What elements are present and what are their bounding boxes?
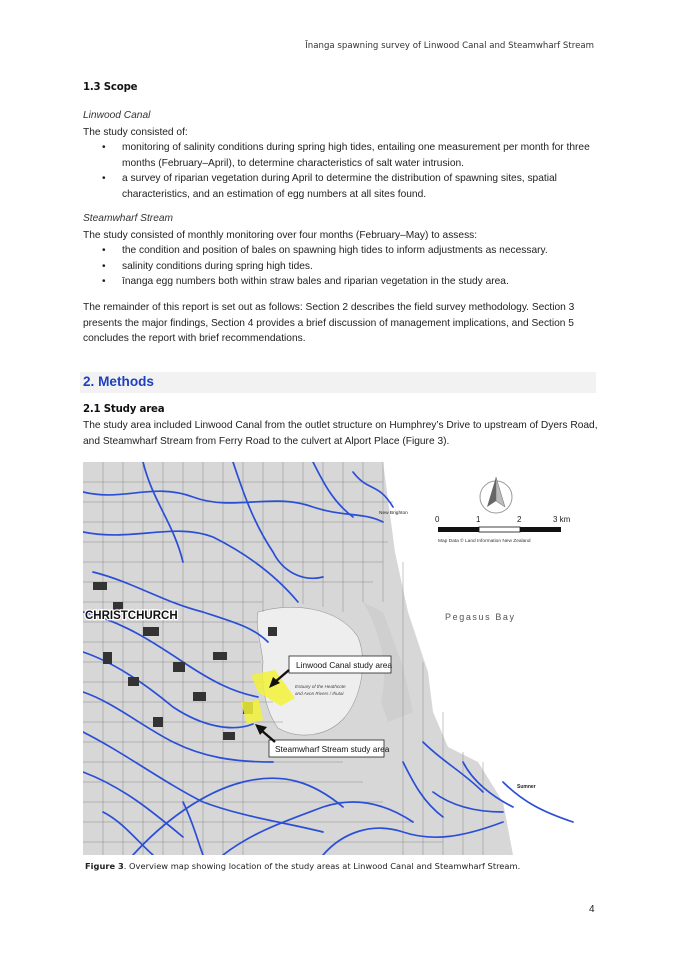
estuary-label-line1: Estuary of the Heathcote (295, 684, 346, 689)
sumner-label: Sumner (517, 784, 536, 790)
linwood-callout-text: Linwood Canal study area (296, 660, 392, 670)
list-item: • monitoring of salinity conditions during spring high tides, entailing one measurement per month for three months (February–April), to determine characteristics of salt water intrusion. (102, 142, 590, 169)
remainder-paragraph: The remainder of this report is set out as follows: Section 2 describes the field survey methodology. Section 3 presents the major findings, Section 4 provides a brief discussion of management implications, and Section 5 concludes the report with brief recommendations. (83, 302, 575, 344)
linwood-intro: The study consisted of: (83, 127, 188, 138)
steamwharf-bullet-list (83, 243, 598, 290)
scale-label-0: 0 (435, 515, 440, 524)
study-area-heading: 2.1 Study area (83, 404, 165, 415)
linwood-label: Linwood Canal (83, 110, 151, 121)
running-header: Īnanga spawning survey of Linwood Canal and Steamwharf Stream (305, 41, 594, 51)
list-item: • salinity conditions during spring high tides. (102, 260, 313, 272)
map-attribution: Map Data © Land Information New Zealand (438, 539, 531, 544)
scope-heading: 1.3 Scope (83, 82, 138, 93)
steamwharf-label: Steamwharf Stream (83, 213, 174, 224)
scale-label-1: 1 (476, 515, 481, 524)
scale-bar (438, 527, 561, 532)
scale-label-2: 2 (517, 515, 522, 524)
figure-caption-text: . Overview map showing location of the study areas at Linwood Canal and Steamwharf Stream. (123, 861, 521, 871)
methods-heading: 2. Methods (83, 374, 154, 389)
estuary-label-line2: and Avon Rivers / Ihutai (295, 691, 344, 696)
figure-caption (85, 861, 520, 871)
new-brighton-label: New Brighton (379, 511, 408, 516)
steamwharf-callout-text: Steamwharf Stream study area (275, 744, 390, 754)
overview-map (83, 462, 593, 855)
steamwharf-intro: The study consisted of monthly monitoring over four months (February–May) to assess: (83, 230, 478, 241)
list-item: • a survey of riparian vegetation during April to determine the distribution of spawning sites, spatial characteristics, and an estimation of egg numbers at all sites found. (102, 173, 557, 200)
figure-label: Figure 3 (85, 861, 124, 871)
list-item: • the condition and position of bales on spawning high tides to inform adjustments as necessary. (102, 245, 548, 256)
bay-label: Pegasus Bay (445, 612, 516, 622)
page-number: 4 (589, 904, 595, 915)
city-label: CHRISTCHURCH (85, 610, 178, 622)
list-item: • īnanga egg numbers both within straw bales and riparian vegetation in the study area. (102, 276, 509, 288)
scale-label-3: 3 km (553, 515, 571, 524)
section-heading-bar (80, 372, 596, 393)
linwood-bullet-list (83, 140, 598, 202)
study-area-paragraph: The study area included Linwood Canal from the outlet structure on Humphrey’s Drive to upstream of Dyers Road, and Steamwharf Stream from Ferry Road to the culvert at Alport Place (Figure 3). (83, 420, 598, 447)
